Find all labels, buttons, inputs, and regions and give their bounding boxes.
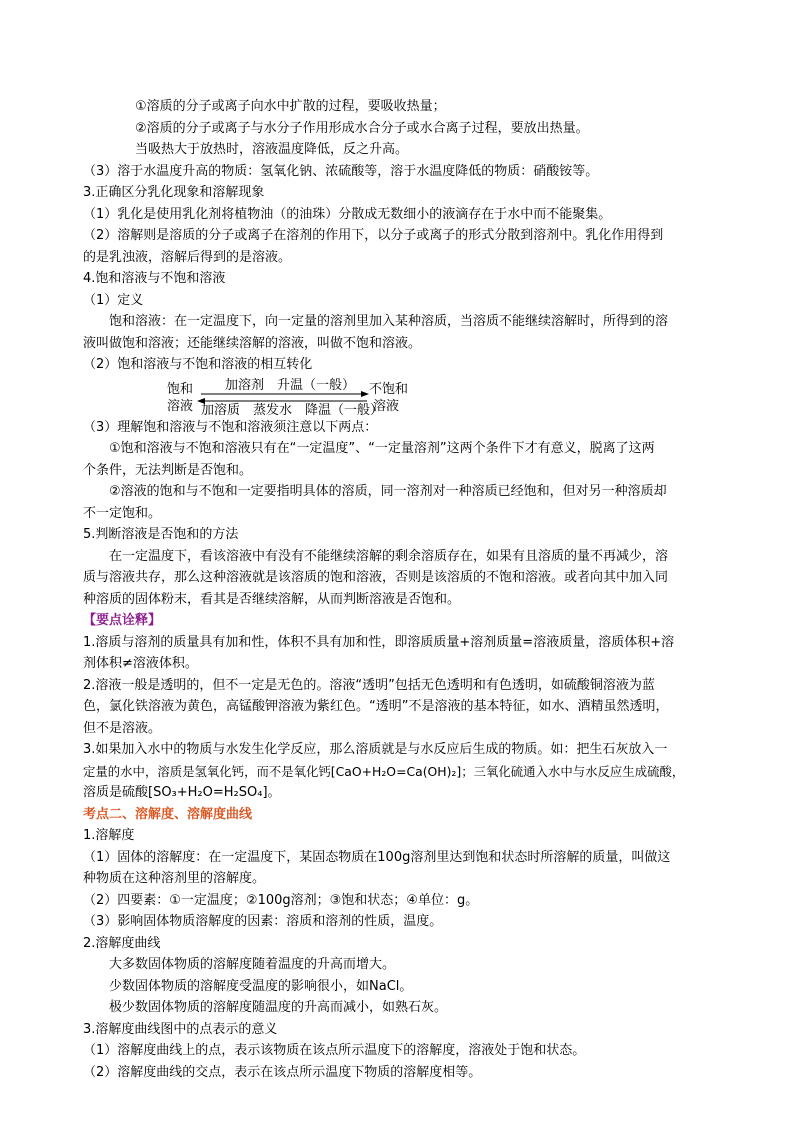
text-line: 色，氯化铁溶液为黄色，高锰酸钾溶液为紫红色。“透明”不是溶液的基本特征，如水、酒精虽然透明， (83, 699, 669, 714)
text-line: 溶质是硫酸[SO₃+H₂O=H₂SO₄]。 (83, 785, 281, 800)
diagram-right-top: 不饱和 (369, 381, 409, 397)
text-line: ②溶质的分子或离子与水分子作用形成水合分子或水合离子过程，要放出热量。 (135, 120, 589, 136)
text-line: 质与溶液共存，那么这种溶液就是该溶质的饱和溶液，否则是该溶质的不饱和溶液。或者向其中加入同 (83, 570, 669, 585)
diagram-left-bottom: 溶液 (167, 398, 194, 414)
text-line: 饱和溶液：在一定温度下，向一定量的溶剂里加入某种溶质，当溶质不能继续溶解时，所得到的溶 (109, 314, 669, 329)
text-line: （2）溶解则是溶质的分子或离子在溶剂的作用下，以分子或离子的形式分散到溶剂中。乳化作用得到 (83, 228, 664, 243)
text-line: 1.溶质与溶剂的质量具有加和性，体积不具有加和性，即溶质质量+溶剂质量=溶液质量，溶质体积+溶 (83, 634, 675, 650)
section-heading: 4.饱和溶液与不饱和溶液 (83, 271, 226, 286)
text-line: 大多数固体物质的溶解度随着温度的升高而增大。 (109, 957, 396, 972)
text-line: ①溶质的分子或离子向水中扩散的过程，要吸收热量； (135, 99, 446, 114)
text-line: （1）乳化是使用乳化剂将植物油（的油珠）分散成无数细小的液滴存在于水中而不能聚集。 (83, 206, 612, 222)
text-line: 的是乳浊液，溶解后得到的是溶液。 (83, 249, 292, 265)
text-line: （2）四要素：①一定温度；②100g溶剂；③饱和状态；④单位：g。 (83, 892, 479, 908)
document-page (83, 96, 719, 1083)
section-heading: 3.正确区分乳化现象和溶解现象 (83, 185, 265, 200)
text-line: 液叫做饱和溶液；还能继续溶解的溶液，叫做不饱和溶液。 (83, 335, 422, 351)
diagram-upper-label: 加溶剂 升温（一般） (225, 377, 356, 393)
text-line: （3）溶于水温度升高的物质：氢氧化钠、浓硫酸等，溶于水温度降低的物质：硝酸铵等。 (83, 163, 599, 179)
conversion-diagram (83, 377, 719, 417)
text-line: 种溶质的固体粉末，看其是否继续溶解，从而判断溶液是否饱和。 (83, 591, 461, 607)
text-line: （1）定义 (83, 292, 144, 308)
diagram-right-bottom: 溶液 (373, 398, 400, 414)
diagram-left-top: 饱和 (167, 381, 194, 397)
text-line: 3.如果加入水中的物质与水发生化学反应，那么溶质就是与水反应后生成的物质。如：把生石灰放入一 (83, 742, 668, 757)
text-line: 不一定饱和。 (83, 505, 162, 521)
text-line: 个条件，无法判断是否饱和。 (83, 462, 253, 478)
text-line: ①饱和溶液与不饱和溶液只有在“一定温度”、“一定量溶剂”这两个条件下才有意义，脱离了这两 (109, 441, 655, 456)
text-line: ②溶液的饱和与不饱和一定要指明具体的溶质，同一溶剂对一种溶质已经饱和，但对另一种溶质却 (109, 484, 667, 499)
diagram-lower-label: 加溶质 蒸发水 降温（一般） (201, 402, 384, 418)
key-points-heading: 【要点诠释】 (83, 613, 162, 628)
text-line: （2）溶解度曲线的交点，表示在该点所示温度下物质的溶解度相等。 (83, 1064, 482, 1080)
text-line: （2）饱和溶液与不饱和溶液的相互转化 (83, 357, 313, 372)
text-line: 2.溶液一般是透明的，但不一定是无色的。溶液“透明”包括无色透明和有色透明，如硫酸铜溶液为蓝 (83, 677, 655, 693)
text-line: 当吸热大于放热时，溶液温度降低，反之升高。 (135, 142, 409, 157)
section-heading: 5.判断溶液是否饱和的方法 (83, 527, 239, 542)
text-line: 种物质在这种溶剂里的溶解度。 (83, 871, 266, 886)
text-line: 在一定温度下，看该溶液中有没有不能继续溶解的剩余溶质存在，如果有且溶质的量不再减少，溶 (109, 548, 669, 564)
section-heading: 2.溶解度曲线 (83, 935, 161, 951)
section-heading: 1.溶解度 (83, 828, 135, 843)
text-line: （3）影响固体物质溶解度的因素：溶质和溶剂的性质，温度。 (83, 914, 443, 929)
text-line: （1）溶解度曲线上的点，表示该物质在该点所示温度下的溶解度，溶液处于饱和状态。 (83, 1043, 586, 1058)
text-line: （3）理解饱和溶液与不饱和溶液须注意以下两点： (83, 419, 378, 435)
text-line: （1）固体的溶解度：在一定温度下，某固态物质在100g溶剂里达到饱和状态时所溶解的质量，叫做这 (83, 849, 671, 865)
text-line: 极少数固体物质的溶解度随温度的升高而减小，如熟石灰。 (109, 1000, 448, 1015)
text-line: 少数固体物质的溶解度受温度的影响很小，如NaCl。 (109, 978, 413, 994)
text-line: 但不是溶液。 (83, 720, 162, 736)
text-line: 剂体积≠溶液体积。 (83, 656, 198, 671)
exam-point-heading: 考点二、溶解度、溶解度曲线 (83, 806, 253, 822)
section-heading: 3.溶解度曲线图中的点表示的意义 (83, 1021, 278, 1037)
text-line: 定量的水中，溶质是氢氧化钙，而不是氧化钙[CaO+H₂O=Ca(OH)₂]；三氧化硫通入水中与水反应生成硫酸， (83, 763, 685, 779)
